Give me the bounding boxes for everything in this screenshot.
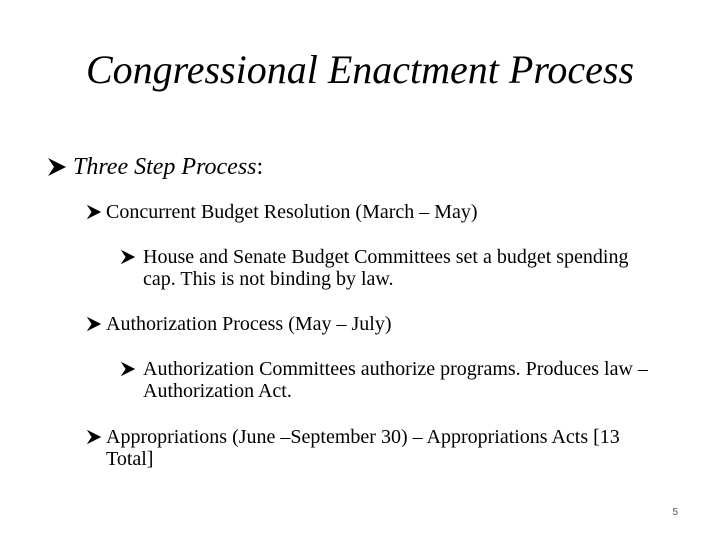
arrowhead-bullet-icon xyxy=(120,361,143,377)
bullet-text: Appropriations (June –September 30) – Appropriations Acts [13 Total] xyxy=(106,426,620,470)
slide-title: Congressional Enactment Process xyxy=(85,47,635,92)
bullet-main-text: Three Step Process xyxy=(73,154,257,180)
bullet-concurrent-budget-resolution xyxy=(86,201,666,223)
bullet-main-colon: : xyxy=(256,154,264,180)
arrowhead-bullet-icon xyxy=(86,316,106,332)
arrowhead-bullet-icon xyxy=(86,204,106,220)
arrowhead-bullet-icon xyxy=(47,157,73,177)
page-number: 5 xyxy=(672,507,678,518)
bullet-text: Authorization Process (May – July) xyxy=(106,313,392,335)
arrowhead-bullet-icon xyxy=(120,249,143,265)
bullet-budget-committees-detail xyxy=(120,246,660,290)
bullet-text: Authorization Committees authorize programs. Produces law – Authorization Act. xyxy=(143,358,648,402)
bullet-text: House and Senate Budget Committees set a budget spending cap. This is not binding by law. xyxy=(143,246,629,290)
arrowhead-bullet-icon xyxy=(86,429,106,445)
bullet-text: Concurrent Budget Resolution (March – May) xyxy=(106,201,478,223)
bullet-three-step-process xyxy=(47,152,263,182)
bullet-appropriations xyxy=(86,426,666,470)
bullet-text xyxy=(73,152,263,182)
bullet-authorization-process xyxy=(86,313,666,335)
bullet-authorization-committees-detail xyxy=(120,358,660,402)
